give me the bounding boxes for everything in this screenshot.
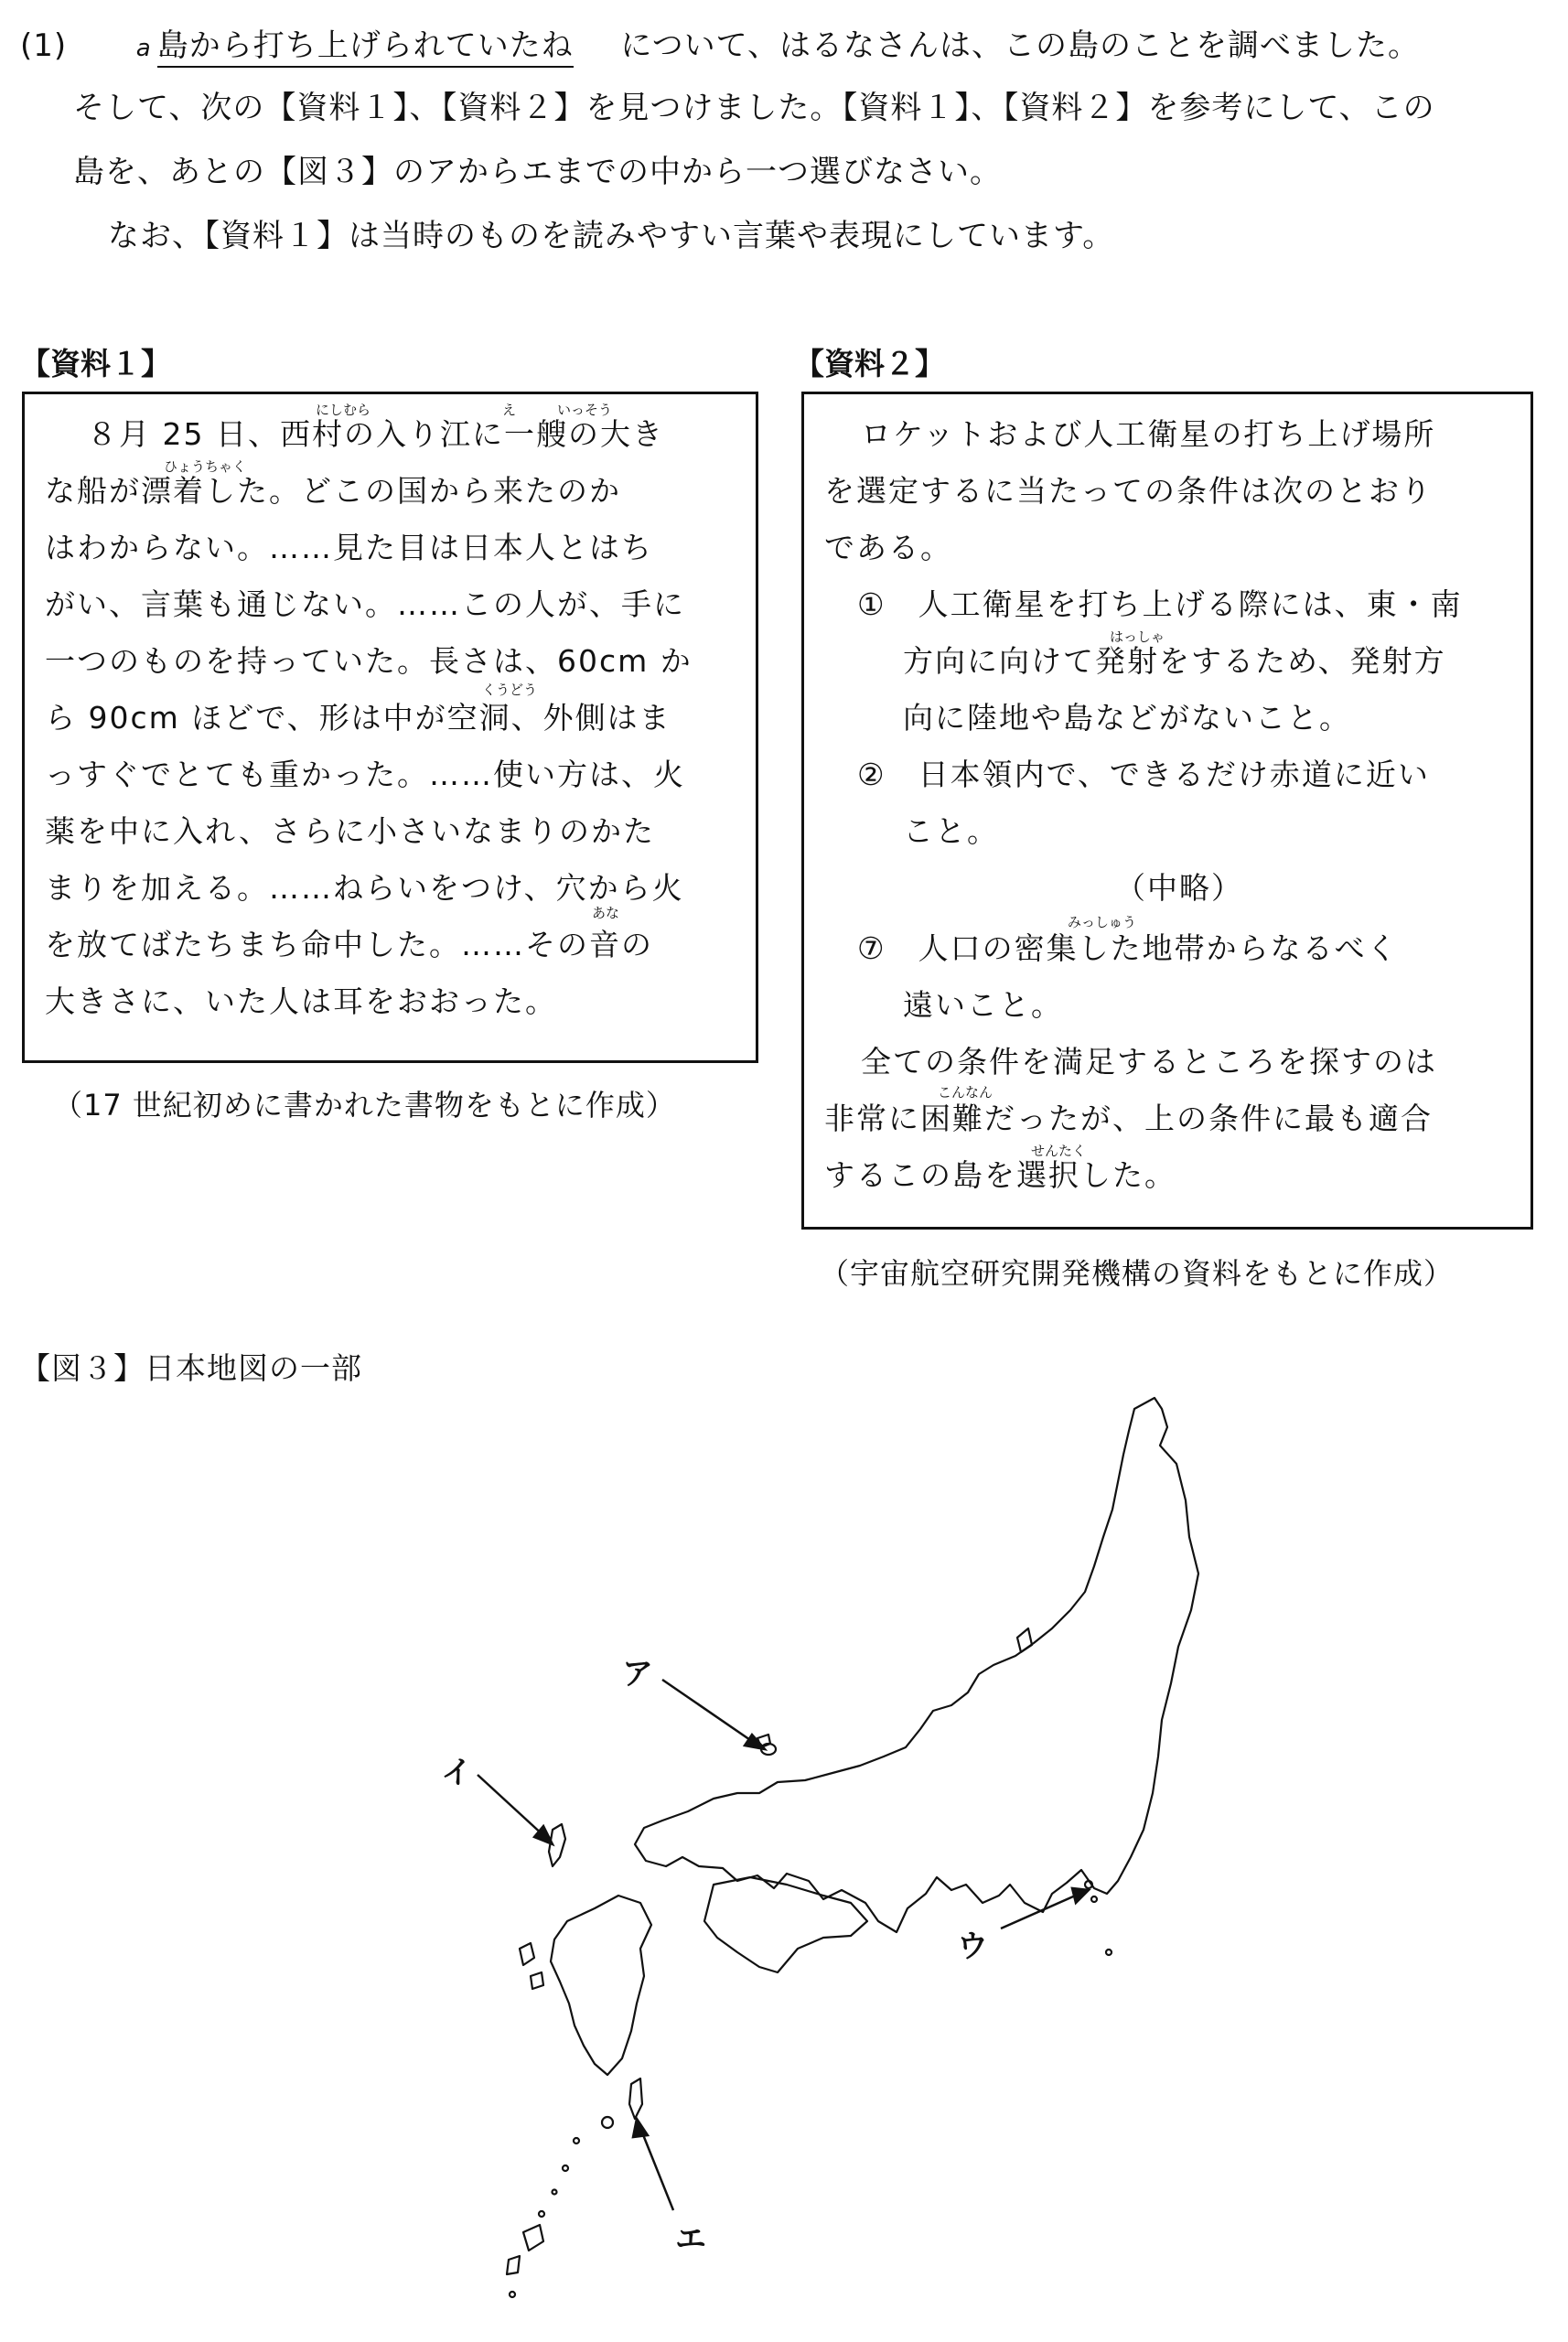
ruby-nishimura: にしむら (316, 402, 371, 418)
doc2-line: である。 (824, 530, 952, 565)
doc2-line: 全ての条件を満足するところを探すのは (861, 1044, 1437, 1080)
map-label-i: イ (441, 1755, 472, 1791)
doc1-line: 薬を中に入れ、さらに小さいなまりのかた (45, 813, 655, 849)
doc1-line: ８月 25 日、西村の入り江に一艘の大き (87, 416, 664, 452)
ruby-misshuu: みっしゅう (1068, 914, 1137, 930)
question-line-4: なお、【資料１】は当時のものを読みやすい言葉や表現にしています。 (108, 218, 1115, 254)
honshu-outline (635, 1398, 1198, 1932)
doc1-heading: 【資料１】 (20, 346, 171, 381)
figure-caption: 【図３】日本地図の一部 (20, 1350, 362, 1386)
question-marker: a (135, 35, 152, 62)
doc2-line: を選定するに当たっての条件は次のとおり (824, 473, 1433, 509)
doc2-line: こと。 (903, 813, 999, 849)
island-sado (1017, 1628, 1032, 1652)
doc1-line: を放てばたちまち命中した。……その音の (45, 927, 653, 962)
ruby-ana: あな (592, 905, 620, 921)
doc1-line: な船が漂着した。どこの国から来たのか (45, 473, 621, 509)
doc2-line: 方向に向けて発射をするため、発射方 (903, 643, 1446, 679)
underlined-phrase: 島から打ち上げられていたね (157, 27, 574, 68)
doc2-line: ⑦ 人口の密集した地帯からなるべく (857, 930, 1399, 966)
kyushu-outline (551, 1896, 651, 2075)
ruby-issou: いっそう (557, 402, 613, 418)
question-line-1-rest: について、はるなさんは、この島のことを調べました。 (620, 27, 1420, 64)
map-label-a: ア (622, 1656, 653, 1692)
doc2-line: 非常に困難だったが、上の条件に最も適合 (824, 1101, 1433, 1136)
ruby-hassha: はっしゃ (1110, 628, 1165, 645)
doc1-line: がい、言葉も通じない。……この人が、手に (45, 586, 685, 622)
doc2-line: ② 日本領内で、できるだけ赤道に近い (857, 757, 1430, 792)
map-label-u: ウ (957, 1928, 988, 1965)
doc2-line: ロケットおよび人工衛星の打ち上げ場所 (861, 416, 1436, 452)
doc2-line: するこの島を選択した。 (824, 1157, 1176, 1193)
doc2-line: 遠いこと。 (903, 987, 1063, 1023)
question-line-2: そして、次の【資料１】、【資料２】を見つけました。【資料１】、【資料２】を参考にして、この (73, 90, 1435, 126)
doc1-line: 一つのものを持っていた。長さは、60cm か (45, 643, 693, 679)
question-line-3: 島を、あとの【図３】のアからエまでの中から一つ選びなさい。 (73, 154, 1002, 190)
ruby-hyouchaku: ひょうちゃく (164, 458, 247, 475)
ruby-e: え (502, 402, 517, 418)
doc1-source: （17 世紀初めに書かれた書物をもとに作成） (53, 1088, 676, 1123)
ruby-konnan: こんなん (938, 1084, 993, 1101)
doc1-line: まりを加える。……ねらいをつけ、穴から火 (45, 870, 684, 906)
doc2-heading: 【資料２】 (794, 346, 945, 381)
doc1-line: 大きさに、いた人は耳をおおった。 (45, 983, 557, 1019)
doc2-source: （宇宙航空研究開発機構の資料をもとに作成） (820, 1256, 1455, 1291)
doc2-line: ① 人工衛星を打ち上げる際には、東・南 (857, 586, 1463, 622)
map-label-e: エ (675, 2221, 706, 2258)
doc1-line: はわからない。……見た目は日本人とはち (45, 530, 653, 565)
doc2-line: 向に陸地や島などがないこと。 (903, 700, 1351, 736)
question-number: (1) (20, 27, 68, 64)
doc2-line: （中略） (1115, 870, 1243, 906)
ruby-sentaku: せんたく (1031, 1143, 1087, 1159)
ruby-kuudou: くうどう (482, 682, 538, 698)
doc1-line: ら 90cm ほどで、形は中が空洞、外側はま (45, 700, 671, 736)
island-tanegashima (629, 2079, 642, 2119)
island-tsushima (549, 1824, 565, 1866)
doc1-line: っすぐでとても重かった。……使い方は、火 (45, 757, 685, 792)
